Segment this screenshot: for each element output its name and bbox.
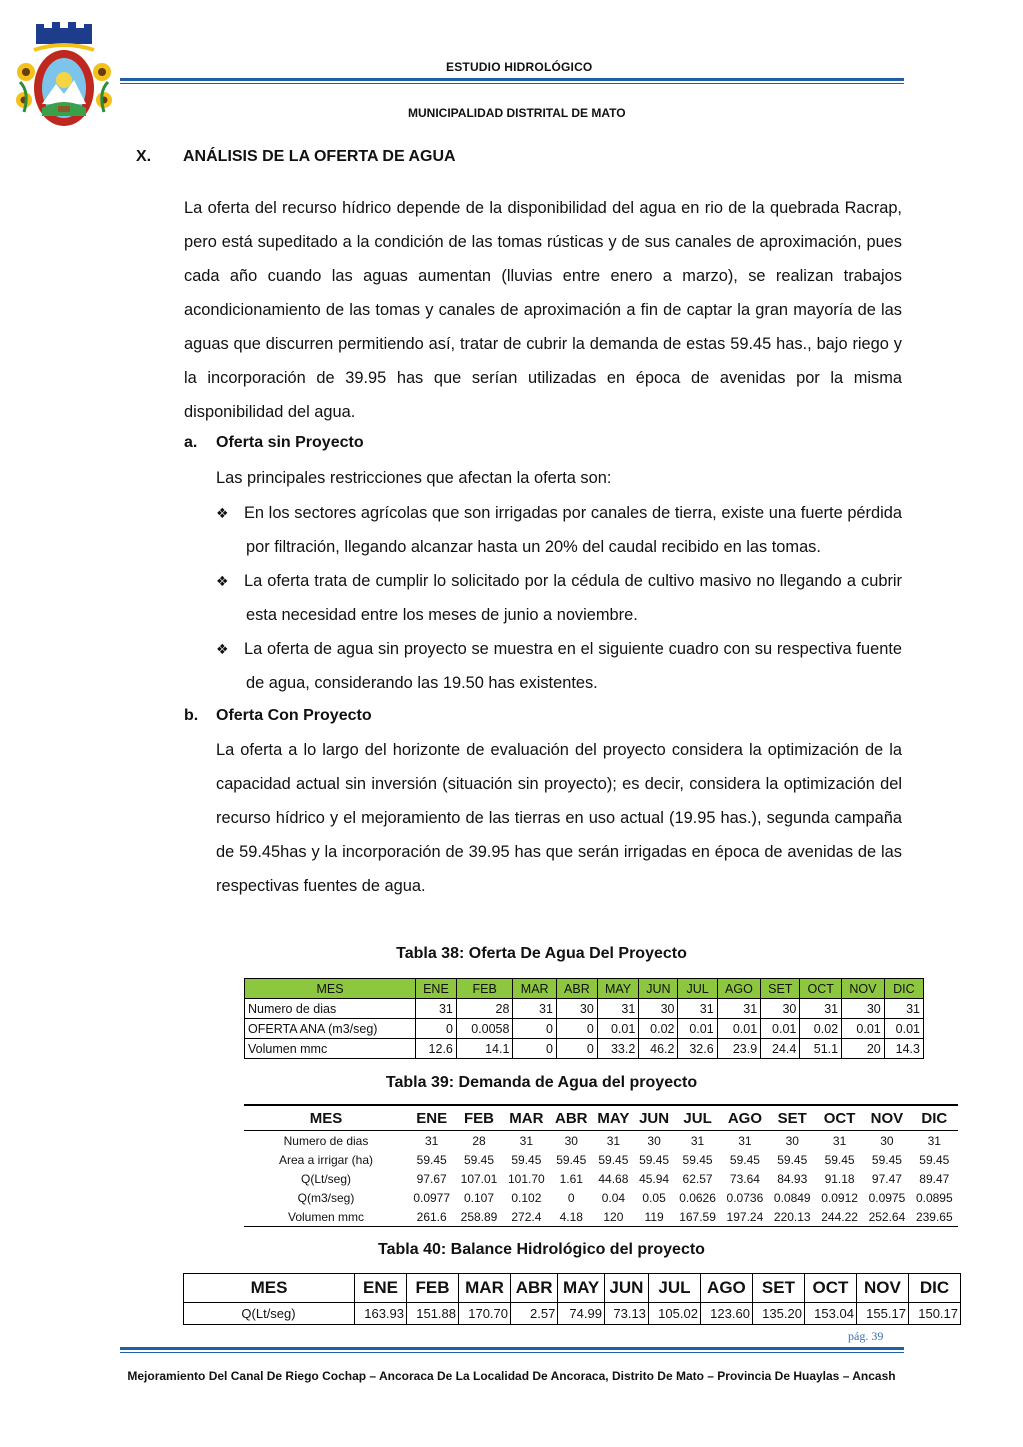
column-header-month: DIC xyxy=(911,1105,958,1131)
table-row xyxy=(244,1150,958,1169)
column-header-month: ABR xyxy=(550,1105,592,1131)
table40 xyxy=(183,1273,961,1325)
table-row xyxy=(245,999,924,1019)
bullet-text-cont: de agua, considerando las 19.50 has existentes. xyxy=(246,674,598,692)
section-number: X. xyxy=(136,148,152,165)
page-number: pág. 39 xyxy=(848,1329,884,1343)
table-cell: 97.67 xyxy=(416,1171,447,1186)
table-cell: 30 xyxy=(842,999,885,1019)
row-label: Volumen mmc xyxy=(245,1039,416,1059)
subsection-a-title: Oferta sin Proyecto xyxy=(216,434,364,451)
column-header-month: OCT xyxy=(804,1274,856,1303)
column-header-month: SET xyxy=(769,1105,816,1131)
table-cell: 31 xyxy=(738,1133,752,1148)
column-header-month: ENE xyxy=(416,979,457,999)
table-row xyxy=(245,1019,924,1039)
table-row xyxy=(244,1169,958,1188)
subsection-b-heading xyxy=(184,707,372,725)
table-cell: 20 xyxy=(842,1039,885,1059)
table-cell: 59.45 xyxy=(511,1152,542,1167)
column-header-mes: MES xyxy=(244,1105,408,1131)
bullet-text: En los sectores agrícolas que son irrigadas por canales de tierra, existe una fuerte pérdida xyxy=(244,504,902,522)
column-header-month: MAR xyxy=(459,1274,511,1303)
column-header-month: SET xyxy=(761,979,800,999)
table-cell: 31 xyxy=(606,1133,621,1148)
column-header-month: AGO xyxy=(717,979,761,999)
table-cell: 107.01 xyxy=(460,1171,498,1186)
table-cell: 28 xyxy=(456,999,513,1019)
column-header-month: MAR xyxy=(503,1105,550,1131)
table-cell: 0 xyxy=(416,1019,457,1039)
table-cell: 0.02 xyxy=(639,1019,678,1039)
table-cell: 31 xyxy=(597,999,638,1019)
table-cell: 24.4 xyxy=(761,1039,800,1059)
bullet-item xyxy=(216,564,902,632)
table-cell: 59.45 xyxy=(598,1152,629,1167)
table-cell: 33.2 xyxy=(597,1039,638,1059)
diamond-bullet-icon: ❖ xyxy=(216,573,229,589)
header-rule-top xyxy=(120,78,904,81)
row-label: Q(Lt/seg) xyxy=(184,1303,355,1325)
table-cell: 0.0977 xyxy=(413,1190,451,1205)
row-label: Numero de dias xyxy=(245,999,416,1019)
table-cell: 59.45 xyxy=(919,1152,950,1167)
table-cell: 46.2 xyxy=(639,1039,678,1059)
table-cell: 0 xyxy=(556,1019,597,1039)
table-cell: 30 xyxy=(761,999,800,1019)
table-cell: 0.0849 xyxy=(773,1190,811,1205)
bullet-text-cont: esta necesidad entre los meses de junio a noviembre. xyxy=(246,606,638,624)
table-cell: 30 xyxy=(647,1133,661,1148)
table-cell: 97.47 xyxy=(871,1171,902,1186)
subsection-b-paragraph: La oferta a lo largo del horizonte de evaluación del proyecto considera la optimización de la capacidad actual sin inversión (situación sin proyecto); es decir, considera la optimización del recurso hídrico y el mejoramiento de las tierras en uso actual (19.95 has.), segunda campaña de 59.45has y la incorporación de 39.95 has que serán irrigadas en época de avenidas de las respectivas fuentes de agua. xyxy=(216,741,902,895)
table-cell: 31 xyxy=(519,1133,534,1148)
table-cell: 59.45 xyxy=(871,1152,902,1167)
table-cell: 59.45 xyxy=(639,1152,670,1167)
header-study-title: ESTUDIO HIDROLÓGICO xyxy=(446,60,593,74)
table-cell: 0.02 xyxy=(800,1019,842,1039)
row-label: Q(Lt/seg) xyxy=(300,1171,351,1186)
bullet-text: La oferta trata de cumplir lo solicitado por la cédula de cultivo masivo no llegando a cubrir xyxy=(244,572,902,590)
intro-paragraph: La oferta del recurso hídrico depende de la disponibilidad del agua en rio de la quebrada Racrap, pero está supeditado a la condición de las tomas rústicas y de sus canales de aproximación, pues cada año cuando las aguas aumentan (lluvias entre enero a marzo), se realizan trabajos acondicionamiento de las tomas y canales de aproximación a fin de captar la gran mayoría de las aguas que discurren permitiendo así, tratar de cubrir la demanda de estas 59.45 has., bajo riego y la incorporación de 39.95 has que serían utilizadas en época de avenidas por la misma disponibilidad del agua. xyxy=(184,199,902,421)
column-header-mes: MES xyxy=(184,1274,355,1303)
table-cell: 0 xyxy=(513,1019,556,1039)
table-cell: 91.18 xyxy=(824,1171,855,1186)
table-cell: 31 xyxy=(717,999,761,1019)
column-header-month: JUN xyxy=(604,1274,648,1303)
table-cell: 32.6 xyxy=(678,1039,717,1059)
table-cell: 28 xyxy=(472,1133,486,1148)
table-cell: 4.18 xyxy=(550,1207,592,1227)
column-header-month: OCT xyxy=(800,979,842,999)
table-cell: 101.70 xyxy=(508,1171,545,1186)
table-cell: 272.4 xyxy=(503,1207,550,1227)
column-header-month: ENE xyxy=(408,1105,455,1131)
row-label: OFERTA ANA (m3/seg) xyxy=(245,1019,416,1039)
table-cell: 105.02 xyxy=(648,1303,700,1325)
table-cell: 59.45 xyxy=(464,1152,495,1167)
footer-rule-top xyxy=(120,1347,904,1350)
table-cell: 45.94 xyxy=(639,1171,670,1186)
column-header-month: MAY xyxy=(558,1274,605,1303)
table-cell: 167.59 xyxy=(674,1207,721,1227)
table-cell: 155.17 xyxy=(856,1303,908,1325)
table-cell: 31 xyxy=(884,999,923,1019)
table-cell: 73.13 xyxy=(604,1303,648,1325)
column-header-month: JUL xyxy=(674,1105,721,1131)
subsection-a-heading xyxy=(184,434,364,452)
column-header-month: DIC xyxy=(884,979,923,999)
table-cell: 14.3 xyxy=(884,1039,923,1059)
table-cell: 0.01 xyxy=(678,1019,717,1039)
table-cell: 0.01 xyxy=(884,1019,923,1039)
table-row xyxy=(244,1131,958,1151)
municipal-coat-of-arms-icon xyxy=(14,22,114,134)
table-cell: 0.01 xyxy=(761,1019,800,1039)
table-cell: 0.0912 xyxy=(821,1190,858,1205)
table-cell: 51.1 xyxy=(800,1039,842,1059)
table-row xyxy=(244,1207,958,1227)
table-cell: 153.04 xyxy=(804,1303,856,1325)
table-cell: 123.60 xyxy=(700,1303,752,1325)
column-header-month: AGO xyxy=(700,1274,752,1303)
table-cell: 31 xyxy=(416,999,457,1019)
column-header-month: MAY xyxy=(592,1105,634,1131)
table-cell: 220.13 xyxy=(769,1207,816,1227)
table-cell: 84.93 xyxy=(777,1171,808,1186)
column-header-month: OCT xyxy=(816,1105,863,1131)
table-cell: 0.0895 xyxy=(915,1190,953,1205)
table-cell: 0 xyxy=(556,1039,597,1059)
column-header-month: DIC xyxy=(908,1274,960,1303)
column-header-month: FEB xyxy=(455,1105,502,1131)
table-cell: 31 xyxy=(690,1133,705,1148)
subsection-a-letter: a. xyxy=(184,434,198,451)
table-cell: 0.107 xyxy=(464,1190,495,1205)
table40-caption: Tabla 40: Balance Hidrológico del proyecto xyxy=(378,1241,705,1258)
table-cell: 151.88 xyxy=(407,1303,459,1325)
table-cell: 0.05 xyxy=(642,1190,666,1205)
section-heading xyxy=(136,148,456,166)
table-cell: 252.64 xyxy=(863,1207,910,1227)
table-cell: 0.01 xyxy=(717,1019,761,1039)
table-cell: 23.9 xyxy=(717,1039,761,1059)
header-rule-top-thin xyxy=(120,83,904,84)
column-header-month: JUL xyxy=(648,1274,700,1303)
table38-caption: Tabla 38: Oferta De Agua Del Proyecto xyxy=(396,945,687,962)
table-cell: 59.45 xyxy=(682,1152,713,1167)
table39 xyxy=(244,1104,958,1227)
table-cell: 150.17 xyxy=(908,1303,960,1325)
column-header-month: NOV xyxy=(856,1274,908,1303)
column-header-month: NOV xyxy=(842,979,885,999)
table-cell: 89.47 xyxy=(919,1171,950,1186)
subsection-a-lead: Las principales restricciones que afectan la oferta son: xyxy=(216,469,612,487)
row-label: Q(m3/seg) xyxy=(297,1190,355,1205)
table-cell: 0.0736 xyxy=(726,1190,764,1205)
subsection-b-letter: b. xyxy=(184,707,199,724)
column-header-month: ABR xyxy=(511,1274,558,1303)
table-cell: 59.45 xyxy=(416,1152,447,1167)
table-cell: 0.0975 xyxy=(868,1190,906,1205)
bullet-item xyxy=(216,632,902,700)
table38 xyxy=(244,978,924,1059)
table-cell: 135.20 xyxy=(752,1303,804,1325)
table-cell: 44.68 xyxy=(598,1171,629,1186)
row-label: Volumen mmc xyxy=(244,1207,408,1227)
table-cell: 31 xyxy=(927,1133,941,1148)
bullet-text-cont: por filtración, llegando alcanzar hasta un 20% del caudal recibido en las tomas. xyxy=(246,538,821,556)
table-cell: 120 xyxy=(592,1207,634,1227)
table-cell: 59.45 xyxy=(556,1152,587,1167)
row-label: Area a irrigar (ha) xyxy=(278,1152,374,1167)
table-cell: 30 xyxy=(880,1133,894,1148)
column-header-month: MAY xyxy=(597,979,638,999)
table-cell: 0 xyxy=(567,1190,575,1205)
column-header-month: FEB xyxy=(407,1274,459,1303)
column-header-month: ENE xyxy=(355,1274,407,1303)
column-header-month: SET xyxy=(752,1274,804,1303)
table-cell: 31 xyxy=(678,999,717,1019)
table-cell: 62.57 xyxy=(682,1171,713,1186)
table-cell: 31 xyxy=(513,999,556,1019)
column-header-month: FEB xyxy=(456,979,513,999)
table-cell: 31 xyxy=(424,1133,439,1148)
footer-text: Mejoramiento Del Canal De Riego Cochap – Ancoraca De La Localidad De Ancoraca, Distrito De Mato – Provincia De Huaylas – Ancash xyxy=(127,1369,896,1383)
column-header-month: JUL xyxy=(678,979,717,999)
table-cell: 59.45 xyxy=(824,1152,855,1167)
section-title: ANÁLISIS DE LA OFERTA DE AGUA xyxy=(183,148,456,165)
diamond-bullet-icon: ❖ xyxy=(216,505,229,521)
table-cell: 12.6 xyxy=(416,1039,457,1059)
table-cell: 0.102 xyxy=(511,1190,542,1205)
table-cell: 31 xyxy=(832,1133,847,1148)
table-cell: 0.01 xyxy=(842,1019,885,1039)
table-cell: 258.89 xyxy=(455,1207,502,1227)
table-cell: 59.45 xyxy=(777,1152,808,1167)
column-header-month: MAR xyxy=(513,979,556,999)
column-header-month: NOV xyxy=(863,1105,910,1131)
table-cell: 30 xyxy=(639,999,678,1019)
subsection-b-title: Oferta Con Proyecto xyxy=(216,707,372,724)
row-label: Numero de dias xyxy=(283,1133,369,1148)
column-header-month: AGO xyxy=(721,1105,768,1131)
table-row xyxy=(244,1188,958,1207)
table-cell: 119 xyxy=(634,1207,674,1227)
table-cell: 239.65 xyxy=(911,1207,958,1227)
table-cell: 170.70 xyxy=(459,1303,511,1325)
bullet-item xyxy=(216,496,902,564)
table-cell: 244.22 xyxy=(816,1207,863,1227)
column-header-month: ABR xyxy=(556,979,597,999)
table-cell: 30 xyxy=(785,1133,799,1148)
table39-caption: Tabla 39: Demanda de Agua del proyecto xyxy=(385,1074,698,1091)
table-cell: 2.57 xyxy=(511,1303,558,1325)
table-cell: 1.61 xyxy=(559,1171,583,1186)
table-cell: 0.0626 xyxy=(679,1190,716,1205)
table-cell: 0.0058 xyxy=(456,1019,513,1039)
bullet-text: La oferta de agua sin proyecto se muestra en el siguiente cuadro con su respectiva fuente xyxy=(244,640,902,658)
table-cell: 30 xyxy=(564,1133,578,1148)
table-cell: 74.99 xyxy=(558,1303,605,1325)
table-cell: 197.24 xyxy=(721,1207,768,1227)
table-cell: 163.93 xyxy=(355,1303,407,1325)
table-cell: 31 xyxy=(800,999,842,1019)
table-row xyxy=(184,1303,961,1325)
header-municipality: MUNICIPALIDAD DISTRITAL DE MATO xyxy=(408,106,626,120)
table-cell: 0.04 xyxy=(601,1190,626,1205)
footer-rule-thin xyxy=(120,1352,904,1353)
table-cell: 0.01 xyxy=(597,1019,638,1039)
column-header-month: JUN xyxy=(639,979,678,999)
table-cell: 0 xyxy=(513,1039,556,1059)
table-cell: 261.6 xyxy=(408,1207,455,1227)
column-header-mes: MES xyxy=(245,979,416,999)
diamond-bullet-icon: ❖ xyxy=(216,641,229,657)
table-cell: 59.45 xyxy=(729,1152,760,1167)
table-cell: 30 xyxy=(556,999,597,1019)
table-cell: 73.64 xyxy=(729,1171,760,1186)
table-row xyxy=(245,1039,924,1059)
table-cell: 14.1 xyxy=(456,1039,513,1059)
column-header-month: JUN xyxy=(634,1105,674,1131)
